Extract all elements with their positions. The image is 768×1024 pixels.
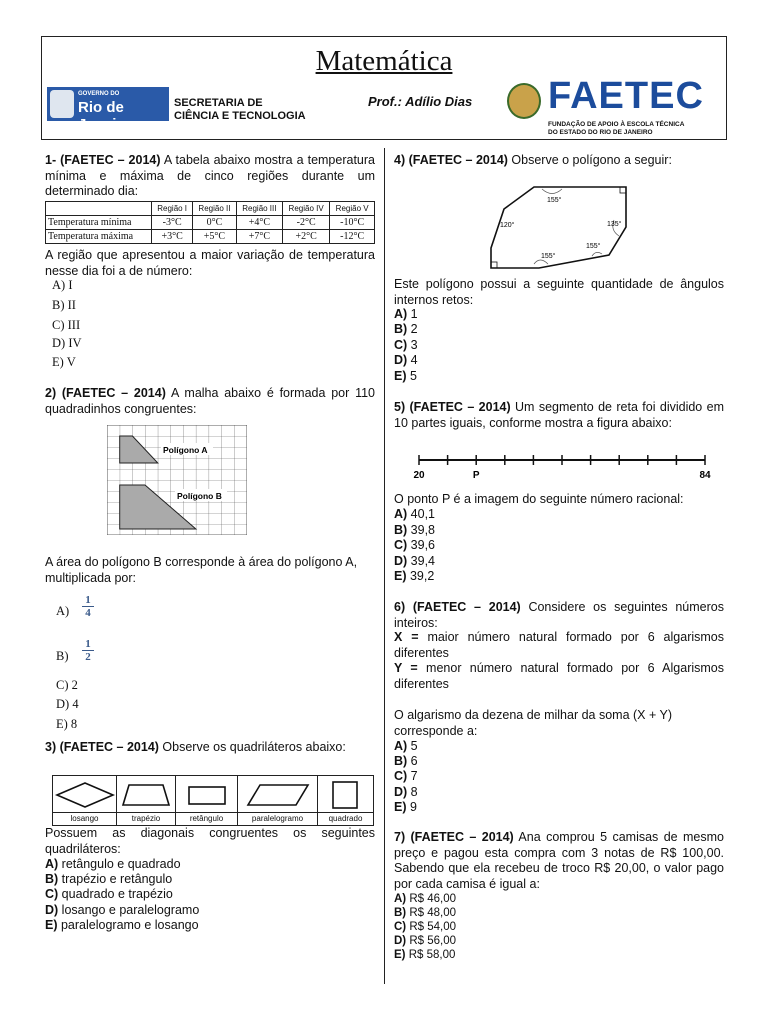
grid-figure xyxy=(107,425,247,535)
q1-statement xyxy=(45,153,375,200)
q7-statement xyxy=(394,830,724,892)
q3-option-c[interactable] xyxy=(45,887,173,903)
q7-option-a[interactable] xyxy=(394,892,456,906)
fraction-one-quarter xyxy=(82,594,94,619)
option-text: 7 xyxy=(407,769,418,783)
q6-option-a[interactable] xyxy=(394,739,418,755)
option-text: 39,2 xyxy=(406,569,435,583)
right-angle-mark xyxy=(491,262,497,268)
q4-statement xyxy=(394,153,724,169)
q6-heading: 6) (FAETEC – 2014) xyxy=(394,600,521,614)
q2-option-c[interactable]: C) 2 xyxy=(56,678,78,692)
q4-option-d[interactable] xyxy=(394,353,418,369)
option-text: trapézio e retângulo xyxy=(58,872,173,886)
option-letter: E) xyxy=(394,569,407,583)
x-text: maior número natural formado por 6 algarismos diferentes xyxy=(394,630,724,660)
q7-option-b[interactable] xyxy=(394,906,456,920)
q4-option-e[interactable] xyxy=(394,369,417,385)
table-corner xyxy=(46,202,152,216)
q5-option-a[interactable] xyxy=(394,507,435,523)
q1-option-c[interactable]: C) III xyxy=(52,318,81,332)
option-text: losango e paralelogramo xyxy=(58,903,200,917)
option-text: quadrado e trapézio xyxy=(58,887,173,901)
gov-logo-line1: GOVERNO DO xyxy=(78,91,120,97)
q2-statement xyxy=(45,386,375,417)
table-header: Região IV xyxy=(282,202,329,216)
q3-option-e[interactable] xyxy=(45,918,199,934)
shape-cell-losango xyxy=(53,776,117,825)
shape-cell-quadrado xyxy=(318,776,373,825)
y-label: Y = xyxy=(394,661,418,675)
option-letter: D) xyxy=(45,903,59,917)
shape-label: quadrado xyxy=(318,812,373,825)
q6-option-e[interactable] xyxy=(394,800,417,816)
shape-label: losango xyxy=(53,812,116,825)
q2-option-e[interactable]: E) 8 xyxy=(56,717,78,731)
number-line xyxy=(405,448,723,482)
frac-num: 1 xyxy=(85,594,91,606)
angle-label: 155° xyxy=(547,197,562,204)
x-label: X = xyxy=(394,630,419,644)
q4-option-c[interactable] xyxy=(394,338,418,354)
quadrilaterals-table xyxy=(52,775,374,826)
line-point-label: P xyxy=(472,470,480,481)
option-letter: E) xyxy=(394,369,407,383)
q1-option-d[interactable]: D) IV xyxy=(52,336,82,350)
shape-label: retângulo xyxy=(176,812,237,825)
line-start-label: 20 xyxy=(413,470,425,481)
q2-question: A área do polígono B corresponde à área do polígono A, multiplicada por: xyxy=(45,555,358,585)
y-text: menor número natural formado por 6 Algarismos diferentes xyxy=(394,661,724,691)
q6-text: Considere os seguintes números inteiros: xyxy=(394,600,724,630)
q5-heading: 5) (FAETEC – 2014) xyxy=(394,400,511,414)
polygon-b-label: Polígono B xyxy=(177,491,222,501)
q3-option-d[interactable] xyxy=(45,903,199,919)
q1-question: A região que apresentou a maior variação de temperatura nesse dia foi a de número: xyxy=(45,248,375,278)
option-letter: D) xyxy=(394,554,408,568)
gov-logo-line2: Rio de Janeiro xyxy=(78,99,132,133)
table-row xyxy=(46,230,375,244)
right-angle-mark xyxy=(620,187,626,193)
table-header: Região V xyxy=(330,202,375,216)
q3-option-b[interactable] xyxy=(45,872,172,888)
q4-heading: 4) (FAETEC – 2014) xyxy=(394,153,508,167)
rhombus-shape xyxy=(53,776,117,814)
q5-option-d[interactable] xyxy=(394,554,435,570)
square-shape xyxy=(318,776,373,814)
shape-cell-paralelogramo xyxy=(238,776,318,825)
page-title: Matemática xyxy=(315,45,453,77)
q5-option-e[interactable] xyxy=(394,569,434,585)
table-cell: +7°C xyxy=(236,230,282,244)
faetec-name: FAETEC xyxy=(548,75,704,117)
q7-heading: 7) (FAETEC – 2014) xyxy=(394,830,514,844)
angle-arc xyxy=(542,189,562,194)
q4-text: Observe o polígono a seguir: xyxy=(507,153,672,167)
table-header: Região II xyxy=(193,202,237,216)
q1-text: A tabela abaixo mostra a temperatura mínima e máxima de cinco regiões durante um determinado dia: xyxy=(45,153,375,198)
option-text: 39,8 xyxy=(407,523,436,537)
q3-statement xyxy=(45,740,375,756)
table-header-row xyxy=(46,202,375,216)
q5-text: Um segmento de reta foi dividido em 10 partes iguais, conforme mostra a figura abaixo: xyxy=(394,400,724,430)
option-letter: D) xyxy=(394,935,407,947)
angle-label: 120° xyxy=(500,222,515,229)
q4-option-a[interactable] xyxy=(394,307,418,323)
q1-option-e[interactable]: E) V xyxy=(52,355,76,369)
table-row-label: Temperatura máxima xyxy=(46,230,152,244)
option-text: R$ 46,00 xyxy=(406,893,457,905)
temperature-table xyxy=(45,201,375,244)
option-letter: A) xyxy=(394,507,408,521)
gov-rj-logo xyxy=(47,87,169,133)
q3-heading: 3) (FAETEC – 2014) xyxy=(45,740,159,754)
table-cell: -2°C xyxy=(282,216,329,230)
professor-name: Prof.: Adílio Dias xyxy=(368,94,473,109)
option-text: 39,4 xyxy=(407,554,436,568)
angle-label: 135° xyxy=(607,221,622,228)
option-letter: C) xyxy=(45,887,59,901)
option-letter: A) xyxy=(394,893,407,905)
secretaria-line2: CIÊNCIA E TECNOLOGIA xyxy=(174,110,306,122)
q6-question: O algarismo da dezena de milhar da soma (X + Y) corresponde a: xyxy=(394,708,673,738)
table-cell: -3°C xyxy=(152,216,193,230)
option-letter: D) xyxy=(394,785,408,799)
fraction-one-half xyxy=(82,638,94,663)
table-cell: +5°C xyxy=(193,230,237,244)
option-text: 4 xyxy=(407,353,418,367)
q7-text: Ana comprou 5 camisas de mesmo preço e pagou esta compra com 3 notas de R$ 100,00. Sabendo que ela recebeu de troco R$ 20,00, o valor pago por cada camisa é igual a: xyxy=(394,830,724,891)
option-letter: E) xyxy=(394,949,406,961)
option-text: 5 xyxy=(407,739,418,753)
angle-label: 155° xyxy=(541,253,556,260)
q1-heading: 1- (FAETEC – 2014) xyxy=(45,153,161,167)
q6-statement xyxy=(394,600,724,631)
q5-option-b[interactable] xyxy=(394,523,435,539)
faetec-logo xyxy=(504,75,722,137)
q5-question: O ponto P é a imagem do seguinte número racional: xyxy=(394,492,684,506)
line-end-label: 84 xyxy=(699,470,711,481)
option-letter: D) xyxy=(394,353,408,367)
table-header: Região I xyxy=(152,202,193,216)
q1-option-a[interactable]: A) I xyxy=(52,278,73,292)
trapezoid-shape xyxy=(117,776,176,814)
table-cell: -10°C xyxy=(330,216,375,230)
parallelogram-shape xyxy=(238,776,318,814)
q6-option-c[interactable] xyxy=(394,769,418,785)
option-text: retângulo e quadrado xyxy=(58,857,181,871)
option-letter: B) xyxy=(394,523,408,537)
q6-y-definition xyxy=(394,661,724,692)
q6-option-d[interactable] xyxy=(394,785,418,801)
option-letter: A) xyxy=(45,857,59,871)
faetec-sub-line1: FUNDAÇÃO DE APOIO À ESCOLA TÉCNICA xyxy=(548,121,685,128)
option-letter: C) xyxy=(394,921,407,933)
option-letter: C) xyxy=(394,338,408,352)
table-cell: +4°C xyxy=(236,216,282,230)
table-header: Região III xyxy=(236,202,282,216)
rectangle-shape xyxy=(176,776,238,814)
table-cell: -12°C xyxy=(330,230,375,244)
option-text: R$ 48,00 xyxy=(406,907,457,919)
option-letter: E) xyxy=(394,800,407,814)
shape-cell-trapezio xyxy=(117,776,176,825)
option-text: 1 xyxy=(407,307,418,321)
option-text: 9 xyxy=(406,800,417,814)
option-text: 39,6 xyxy=(407,538,436,552)
table-cell: +3°C xyxy=(152,230,193,244)
frac-den: 2 xyxy=(82,650,94,663)
frac-den: 4 xyxy=(82,606,94,619)
option-letter: E) xyxy=(45,918,58,932)
option-text: 6 xyxy=(407,754,418,768)
angle-arc xyxy=(534,260,548,264)
polygon-a-label: Polígono A xyxy=(163,445,208,455)
option-letter: B) xyxy=(394,322,408,336)
q3-text: Observe os quadriláteros abaixo: xyxy=(158,740,346,754)
q2-heading: 2) (FAETEC – 2014) xyxy=(45,386,166,400)
option-letter: B) xyxy=(394,907,407,919)
q7-option-c[interactable] xyxy=(394,920,456,934)
option-letter: B) xyxy=(45,872,59,886)
table-row-label: Temperatura mínima xyxy=(46,216,152,230)
q4-option-b[interactable] xyxy=(394,322,418,338)
q5-statement xyxy=(394,400,724,431)
q3-question: Possuem as diagonais congruentes os seguintes quadriláteros: xyxy=(45,826,375,856)
table-row xyxy=(46,216,375,230)
option-letter: C) xyxy=(394,769,408,783)
q2-text: A malha abaixo é formada por 110 quadradinhos congruentes: xyxy=(45,386,376,416)
option-text: R$ 58,00 xyxy=(405,949,456,961)
polygon-figure xyxy=(484,182,632,274)
option-text: 2 xyxy=(407,322,418,336)
q7-option-d[interactable] xyxy=(394,934,456,948)
shape-label: paralelogramo xyxy=(238,812,317,825)
shape-label: trapézio xyxy=(117,812,175,825)
q6-option-b[interactable] xyxy=(394,754,418,770)
shape-cell-retangulo xyxy=(176,776,238,825)
column-divider xyxy=(384,148,385,984)
q2-option-a[interactable]: A) xyxy=(56,604,70,618)
q7-option-e[interactable] xyxy=(394,948,455,962)
page-header xyxy=(41,36,727,140)
option-text: R$ 54,00 xyxy=(406,921,457,933)
frac-num: 1 xyxy=(85,638,91,650)
faetec-sub-line2: DO ESTADO DO RIO DE JANEIRO xyxy=(548,129,653,136)
angle-label: 155° xyxy=(586,243,601,250)
option-text: 8 xyxy=(407,785,418,799)
q1-option-b[interactable]: B) II xyxy=(52,298,76,312)
secretaria-line1: SECRETARIA DE xyxy=(174,97,263,109)
option-text: 3 xyxy=(407,338,418,352)
table-cell: 0°C xyxy=(193,216,237,230)
q6-x-definition xyxy=(394,630,724,661)
angle-arc xyxy=(592,252,602,256)
faetec-seal-icon xyxy=(507,83,541,119)
faetec-subtitle xyxy=(548,121,684,137)
option-text: R$ 56,00 xyxy=(406,935,457,947)
option-text: 40,1 xyxy=(407,507,436,521)
q3-option-a[interactable] xyxy=(45,857,181,873)
option-letter: A) xyxy=(394,739,408,753)
option-text: 5 xyxy=(406,369,417,383)
q4-question: Este polígono possui a seguinte quantidade de ângulos internos retos: xyxy=(394,277,724,307)
option-letter: C) xyxy=(394,538,408,552)
q2-option-b[interactable]: B) xyxy=(56,649,69,663)
q5-option-c[interactable] xyxy=(394,538,435,554)
option-letter: A) xyxy=(394,307,408,321)
option-letter: B) xyxy=(394,754,408,768)
q2-option-d[interactable]: D) 4 xyxy=(56,697,79,711)
table-cell: +2°C xyxy=(282,230,329,244)
secretaria-label xyxy=(174,97,306,123)
gov-seal-icon xyxy=(50,90,74,118)
option-text: paralelogramo e losango xyxy=(57,918,199,932)
